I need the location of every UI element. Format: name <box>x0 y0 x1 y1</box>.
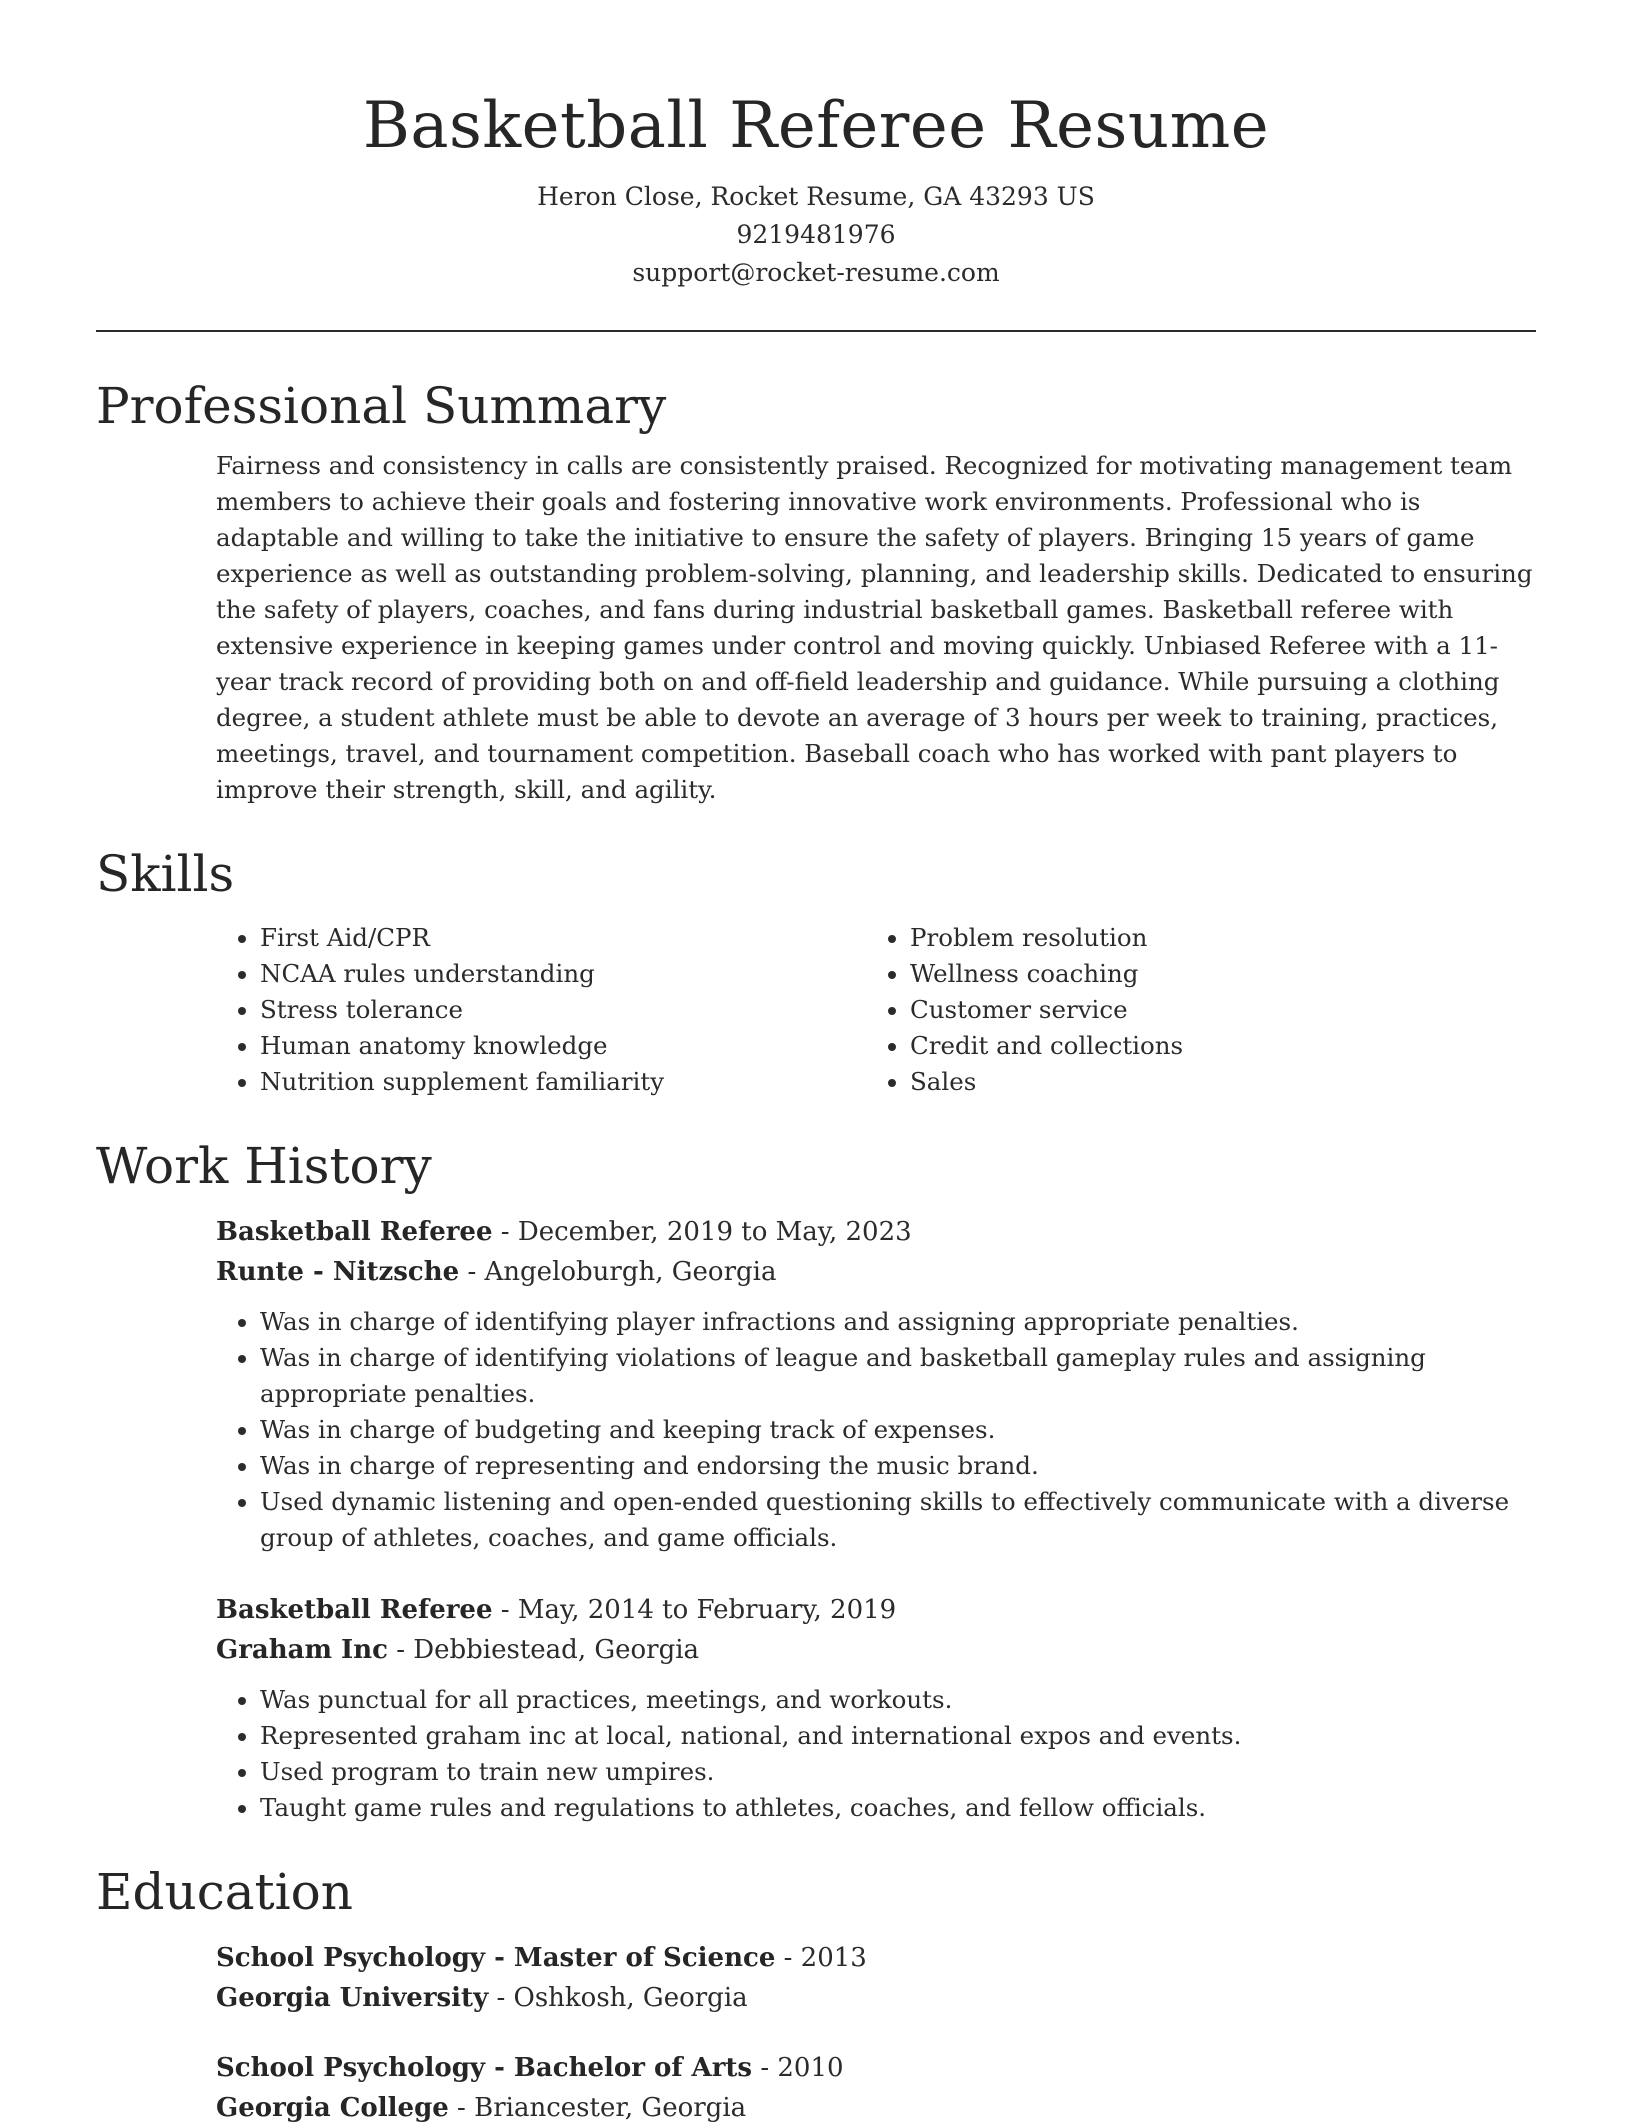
work-history-heading: Work History <box>96 1137 432 1195</box>
job-company-line <box>216 1630 1536 1670</box>
skills-section <box>96 842 1536 1100</box>
skill-item: • Sales <box>910 1064 1516 1100</box>
education-school-line <box>216 2088 1536 2128</box>
skills-list <box>96 920 1536 1100</box>
job-company-line <box>216 1252 1536 1292</box>
contact-phone: 9219481976 <box>736 220 896 249</box>
job-title: Basketball Referee <box>216 1217 493 1247</box>
job-bullet: • Was in charge of identifying violations of league and basketball gameplay rules and assigning appropriate penalties. <box>260 1340 1536 1412</box>
skills-column-left <box>216 920 866 1100</box>
job-bullet: • Was punctual for all practices, meetings, and workouts. <box>260 1682 1536 1718</box>
job-bullet: • Was in charge of identifying player infractions and assigning appropriate penalties. <box>260 1304 1536 1340</box>
job-company: Runte - Nitzsche <box>216 1257 460 1287</box>
skill-item: • Problem resolution <box>910 920 1516 956</box>
skills-heading: Skills <box>96 845 235 903</box>
job-bullet: • Taught game rules and regulations to athletes, coaches, and fellow officials. <box>260 1790 1536 1826</box>
job-title-line <box>216 1590 1536 1630</box>
education-location: - Briancester, Georgia <box>448 2093 747 2123</box>
education-degree: - Master of Science <box>485 1943 776 1973</box>
education-heading: Education <box>96 1863 353 1921</box>
job-entry <box>216 1590 1536 1826</box>
contact-address: Heron Close, Rocket Resume, GA 43293 US <box>537 182 1095 211</box>
skill-item: • Wellness coaching <box>910 956 1516 992</box>
education-year: - 2013 <box>775 1943 867 1973</box>
skill-item: • Stress tolerance <box>260 992 866 1028</box>
job-company: Graham Inc <box>216 1635 388 1665</box>
resume-title: Basketball Referee Resume <box>362 89 1270 163</box>
education-entry <box>216 1938 1536 2018</box>
job-bullet: • Was in charge of representing and endorsing the music brand. <box>260 1448 1536 1484</box>
job-bullet: • Was in charge of budgeting and keeping track of expenses. <box>260 1412 1536 1448</box>
job-dates: - May, 2014 to February, 2019 <box>492 1595 897 1625</box>
summary-heading: Professional Summary <box>96 377 667 435</box>
job-bullet: • Used program to train new umpires. <box>260 1754 1536 1790</box>
job-dates: - December, 2019 to May, 2023 <box>492 1217 912 1247</box>
education-entry <box>216 2048 1536 2128</box>
education-degree: - Bachelor of Arts <box>485 2053 753 2083</box>
contact-email: support@rocket-resume.com <box>632 258 1000 287</box>
job-title: Basketball Referee <box>216 1595 493 1625</box>
summary-text: Fairness and consistency in calls are consistently praised. Recognized for motivating management team members to achieve their goals and fostering innovative work environments. Professional who is adaptable and willing to take the initiative to ensure the safety of players. Bringing 15 years of game experience as well as outstanding problem-solving, planning, and leadership skills. Dedicated to ensuring the safety of players, coaches, and fans during industrial basketball games. Basketball referee with extensive experience in keeping games under control and moving quickly. Unbiased Referee with a 11-year track record of providing both on and off-field leadership and guidance. While pursuing a clothing degree, a student athlete must be able to devote an average of 3 hours per week to training, practices, meetings, travel, and tournament competition. Baseball coach who has worked with pant players to improve their strength, skill, and agility. <box>216 451 1533 804</box>
job-location: - Angeloburgh, Georgia <box>459 1257 777 1287</box>
education-location: - Oshkosh, Georgia <box>488 1983 748 2013</box>
skill-item: • Human anatomy knowledge <box>260 1028 866 1064</box>
skill-item: • NCAA rules understanding <box>260 956 866 992</box>
education-degree-line <box>216 2048 1536 2088</box>
contact-info <box>96 178 1536 292</box>
job-bullet: • Used dynamic listening and open-ended questioning skills to effectively communicate with a diverse group of athletes, coaches, and game officials. <box>260 1484 1536 1556</box>
education-field: School Psychology <box>216 1943 486 1973</box>
job-bullets <box>216 1682 1536 1826</box>
job-title-line <box>216 1212 1536 1252</box>
job-bullet: • Represented graham inc at local, national, and international expos and events. <box>260 1718 1536 1754</box>
education-school-line <box>216 1978 1536 2018</box>
skill-item: • Nutrition supplement familiarity <box>260 1064 866 1100</box>
education-field: School Psychology <box>216 2053 486 2083</box>
skill-item: • Credit and collections <box>910 1028 1516 1064</box>
header-divider <box>96 330 1536 332</box>
job-bullets <box>216 1304 1536 1556</box>
job-location: - Debbiestead, Georgia <box>387 1635 700 1665</box>
summary-section <box>96 374 1536 808</box>
education-year: - 2010 <box>752 2053 844 2083</box>
job-entry <box>216 1212 1536 1556</box>
education-degree-line <box>216 1938 1536 1978</box>
skills-column-right <box>866 920 1516 1100</box>
education-school: Georgia University <box>216 1983 489 2013</box>
skill-item: • First Aid/CPR <box>260 920 866 956</box>
work-history-section <box>96 1134 1536 1826</box>
skill-item: • Customer service <box>910 992 1516 1028</box>
education-section <box>96 1860 1536 2128</box>
education-school: Georgia College <box>216 2093 449 2123</box>
resume-header <box>96 0 1536 292</box>
